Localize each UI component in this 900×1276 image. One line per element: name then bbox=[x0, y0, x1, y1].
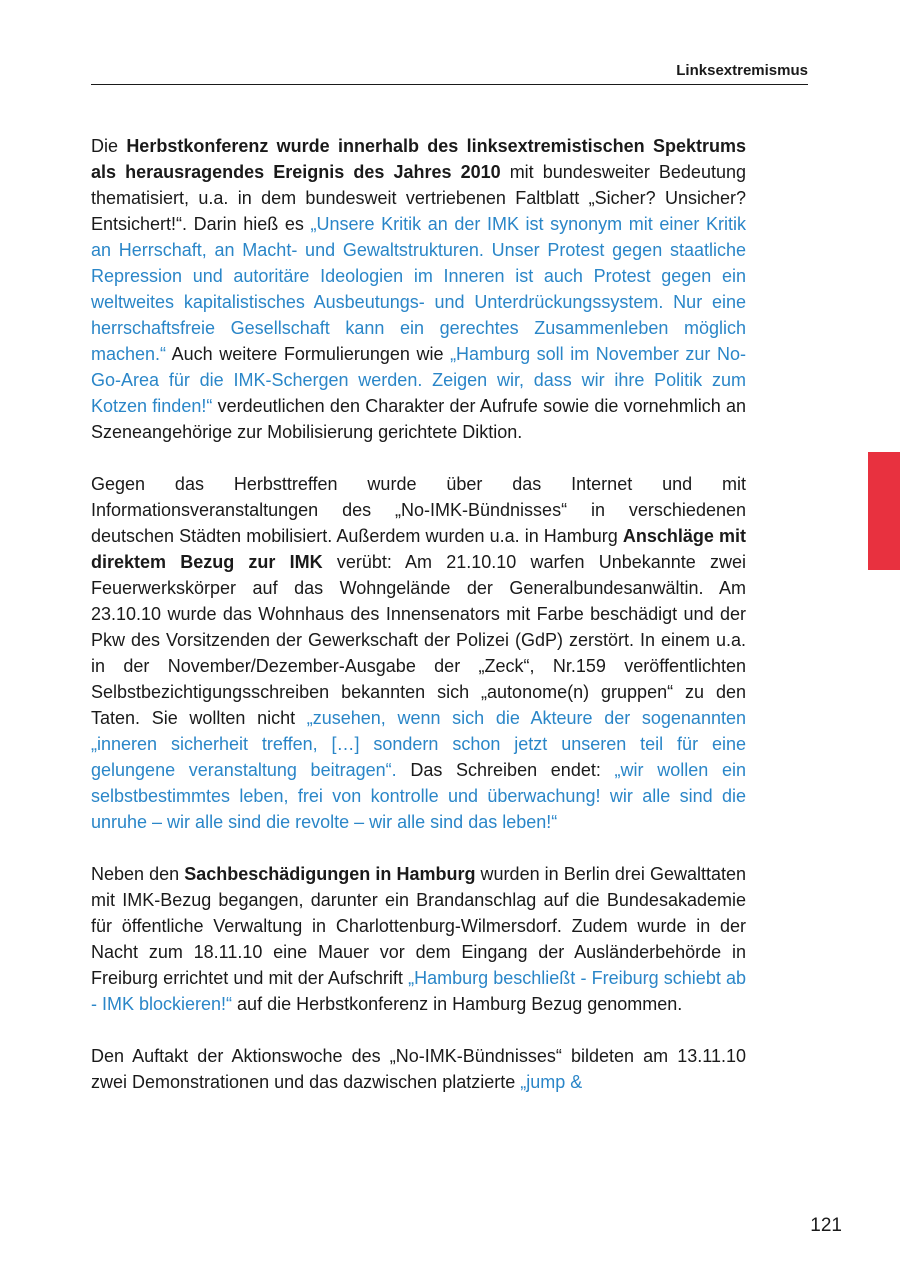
quotation: „zusehen, wenn sich die Akteure der sogenannten „inneren sicherheit treffen, […] sondern schon jetzt unseren teil für eine gelungene veranstaltung beitragen“. bbox=[91, 708, 746, 780]
page-number: 121 bbox=[810, 1215, 842, 1236]
bold-text: Sachbeschädigungen in Hamburg bbox=[184, 864, 476, 884]
quotation: „Unsere Kritik an der IMK ist synonym mit einer Kritik an Herrschaft, an Macht- und Gewaltstrukturen. Unser Protest gegen staatliche Repression und autoritäre Ideologien im Inneren ist auch Protest gegen ein weltweites kapitalistisches Ausbeutungs- und Unterdrückungssystem. Nur eine herrschaftsfreie Gesellschaft kann ein gerechtes Zusammenleben möglich machen.“ bbox=[91, 214, 746, 364]
chapter-tab-marker bbox=[868, 452, 900, 570]
paragraph-4 bbox=[91, 1043, 746, 1095]
paragraph-2 bbox=[91, 471, 746, 835]
text: Die bbox=[91, 136, 127, 156]
bold-text: Anschläge mit direktem Bezug zur IMK bbox=[91, 526, 747, 572]
text: verübt: Am 21.10.10 warfen Unbekannte zwei Feuerwerkskörper auf das Wohngelände der Generalbundesanwältin. Am 23.10.10 wurde das Wohnhaus des Innensenators mit Farbe beschädigt und der Pkw des Vorsitzenden der Gewerkschaft der Polizei (GdP) zerstört. In einem u.a. in der November/Dezember-Ausgabe der „Zeck“, Nr.159 veröffentlichten Selbstbezichtigungsschreiben bekannten sich „autonome(n) gruppen“ zu den Taten. Sie wollten nicht bbox=[91, 552, 747, 728]
text: Auch weitere Formulierungen wie bbox=[166, 344, 451, 364]
quotation: „wir wollen ein selbstbestimmtes leben, frei von kontrolle und überwachung! wir alle sind die unruhe – wir alle sind die revolte – wir alle sind das leben!“ bbox=[91, 760, 746, 832]
text: verdeutlichen den Charakter der Aufrufe sowie die vornehmlich an Szeneangehörige zur Mobilisierung gerichtete Diktion. bbox=[91, 396, 746, 442]
paragraph-3 bbox=[91, 861, 746, 1017]
quotation: „Hamburg beschließt - Freiburg schiebt ab - IMK blockieren!“ bbox=[91, 968, 747, 1014]
header-rule bbox=[91, 84, 808, 85]
text: Neben den bbox=[91, 864, 185, 884]
bold-text: Herbstkonferenz wurde innerhalb des linksextremistischen Spektrums als herausragendes Ereignis des Jahres 2010 bbox=[91, 136, 746, 182]
text: auf die Herbstkonferenz in Hamburg Bezug genommen. bbox=[232, 994, 683, 1014]
quotation: „jump & bbox=[520, 1072, 583, 1092]
quotation: „Hamburg soll im November zur No-Go-Area für die IMK-Schergen werden. Zeigen wir, dass wir ihre Politik zum Kotzen finden!“ bbox=[91, 344, 747, 416]
text: Den Auftakt der Aktionswoche des „No-IMK-Bündnisses“ bildeten am 13.11.10 zwei Demonstrationen und das dazwischen platzierte bbox=[91, 1046, 746, 1092]
body-text bbox=[91, 133, 746, 1121]
text: Das Schreiben endet: bbox=[396, 760, 615, 780]
text: Gegen das Herbsttreffen wurde über das Internet und mit Informationsveranstaltungen des „No-IMK-Bündnisses“ in verschiedenen deutschen Städten mobilisiert. Außerdem wurden u.a. in Hamburg bbox=[91, 474, 746, 546]
running-header: Linksextremismus bbox=[676, 62, 808, 79]
text: mit bundesweiter Bedeutung thematisiert, u.a. in dem bundesweit vertriebenen Faltblatt „Sicher? Unsicher? Entsichert!“. Darin hieß es bbox=[91, 162, 746, 234]
paragraph-1 bbox=[91, 133, 746, 445]
text: wurden in Berlin drei Gewalttaten mit IMK-Bezug begangen, darunter ein Brandanschlag auf die Bundesakademie für öffentliche Verwaltung in Charlottenburg-Wilmersdorf. Zudem wurde in der Nacht zum 18.11.10 eine Mauer vor dem Eingang der Ausländerbehörde in Freiburg errichtet und mit der Aufschrift bbox=[91, 864, 747, 988]
